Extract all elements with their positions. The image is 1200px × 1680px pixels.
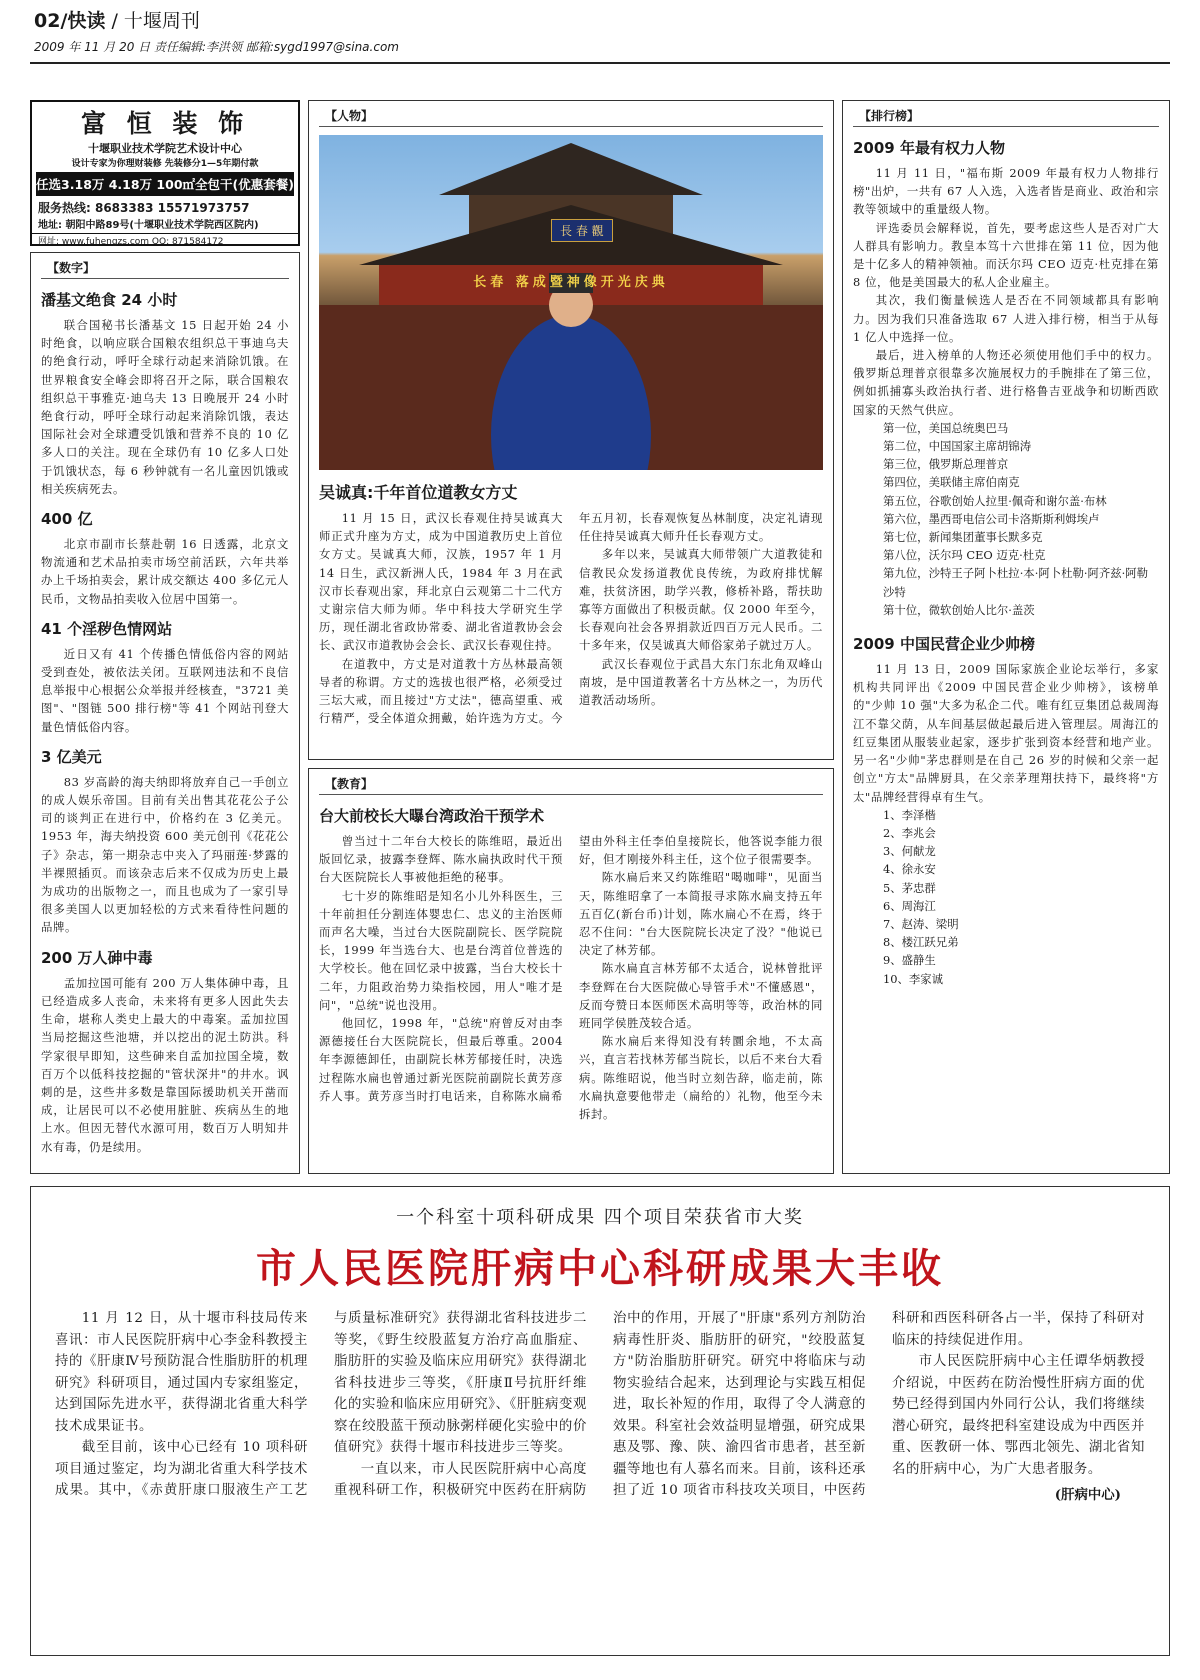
temple-banner: 长春 落成暨神像开光庆典 (473, 275, 669, 290)
education-title: 台大前校长大曝台湾政治干预学术 (319, 807, 545, 825)
list-item: 9、盛静生 (883, 953, 936, 968)
education-paragraph: 他回忆，1998 年，"总统"府曾反对由李源德接任台大医院院长，但最后尊重。2004 年李源德卸任，由副院长林芳郁接任时，决选过程陈水扁也曾通过新光医院前副院长黄芳彦乔人事。黄芳彦当时打电话来，自称陈水扁希望由外科主任李伯皇接院长，他答说李能力很好，但才刚接外科主任，这个位子很需要李。 (319, 834, 823, 1103)
people-paragraph: 武汉长春观位于武昌大东门东北角双峰山南坡，是中国道教著名十方丛林之一，为历代道教活动场所。 (579, 656, 823, 708)
ranking-b-paragraph: 11 月 13 日，2009 国际家族企业论坛举行，多家机构共同评出《2009 中国民营企业少帅榜》，该榜单的"少帅 10 强"大多为私企二代。唯有红豆集团总裁周海江不靠父荫，从车间基层做起最后进入管理层。周海江的红豆集团从服装业起家，逐步扩张到资本经营和地产业。另一名"少帅"茅忠群则是在自己 26 岁的时候和父亲一起创立"方太"品牌厨具，在父亲茅理翔扶持下，最终将"方太"品牌经营得卓有生气。 (853, 662, 1159, 804)
people-paragraph: 11 月 15 日，武汉长春观住持吴诚真大师正式升座为方丈，成为中国道教历史上首位女方丈。吴诚真大师，汉族，1957 年 1 月 14 日生，武汉新洲人氏，1984 年 3 月在武汉市长春观出家，拜北京白云观第二十二代方丈谢宗信大师为师。华中科技大学研究生学历，现任湖北省政协常委、湖北省道教协会会长、武汉市道教协会会长、武汉长春观住持。 (319, 511, 563, 653)
ad-web: 网址: www.fuhengzs.com QQ: 871584172 (32, 233, 298, 247)
list-item: 第八位，沃尔玛 CEO 迈克·杜克 (883, 548, 1046, 563)
page-folio: 02/快读 / 十堰周刊 (34, 10, 200, 32)
temple-photo-art (319, 135, 823, 470)
ranking-a-title: 2009 年最有权力人物 (853, 139, 1005, 157)
numbers-item-title: 3 亿美元 (41, 747, 102, 766)
ad-line1: 设计专家为你理财装修 先装修分1—5年期付款 (71, 159, 259, 169)
ad-fuheng[interactable] (30, 100, 300, 246)
page-number: 02/ (34, 10, 68, 32)
feature-signoff: (肝病中心) (1054, 1487, 1121, 1503)
education-body (319, 832, 823, 1123)
ranking-a-paragraph: 最后，进入榜单的人物还必须使用他们手中的权力。俄罗斯总理普京很靠多次施展权力的手腕排在了第三位，例如抓捕寡头政治执行者、进行格鲁吉亚战争和切断西欧国家的天然气供应。 (853, 348, 1159, 417)
ad-sub: 十堰职业技术学院艺术设计中心 (88, 142, 242, 155)
list-item: 第三位，俄罗斯总理普京 (883, 457, 1009, 472)
feature-paragraph: 一直以来，市人民医院肝病中心高度重视科研工作，积极研究中医药在肝病防治中的作用，开展了"肝康"系列方剂防治病毒性肝炎、脂肪肝的研究，"绞股蓝复方"防治脂肪肝研究。研究中将临床与动物实验结合起来，达到理论与实践互相促进，取长补短的作用，取得了令人满意的效果。科室社会效益明显增强，研究成果惠及鄂、豫、陕、渝四省市患者，甚至新疆等地也有人慕名而来。目前，该科还承担了近 10 项省市科技攻关项目，中医药科研和西医科研各占一半，保持了科研对临床的持续促进作用。 (334, 1311, 1145, 1498)
ranking-column (842, 100, 1170, 1174)
feature-paragraph: 11 月 12 日，从十堰市科技局传来喜讯：市人民医院肝病中心李金科教授主持的《肝康Ⅳ号预防混合性脂肪肝的机理研究》科研项目，通过国内专家组鉴定，达到国际先进水平，获得湖北省重大科学技术成果证书。 (55, 1311, 308, 1434)
numbers-item-title: 41 个淫秽色情网站 (41, 619, 173, 638)
ad-offer: 任选3.18万 4.18万 100㎡全包干(优惠套餐) (36, 172, 294, 196)
ad-address: 地址: 朝阳中路89号(十堰职业技术学院西区院内) (38, 220, 259, 231)
people-body (319, 509, 823, 727)
list-item: 2、李兆会 (883, 825, 936, 840)
list-item: 第一位，美国总统奥巴马 (883, 420, 1009, 435)
feature-kicker: 一个科室十项科研成果 四个项目荣获省市大奖 (396, 1207, 804, 1228)
list-item: 4、徐永安 (883, 862, 936, 877)
masthead-rule (30, 62, 1170, 64)
list-item: 1、李泽楷 (883, 807, 936, 822)
feature-headline: 市人民医院肝病中心科研成果大丰收 (256, 1245, 944, 1292)
numbers-item-body: 近日又有 41 个传播色情低俗内容的网站受到查处，被依法关闭。互联网违法和不良信息举报中心根据公众举报并经核查，"3721 美图"、"图链 500 排行榜"等 41 个网站刊登大量色情低俗内容。 (41, 646, 289, 734)
list-item: 8、楼江跃兄弟 (883, 935, 959, 950)
list-item: 3、何献龙 (883, 844, 936, 859)
ranking-b-title: 2009 中国民营企业少帅榜 (853, 635, 1035, 654)
numbers-item-body: 联合国秘书长潘基文 15 日起开始 24 小时绝食，以响应联合国粮农组织总干事迪乌夫的绝食行动，呼吁全球行动起来消除饥饿。在世界粮食安全峰会即将召开之际，联合国粮农组织总干事雅克·迪乌夫 13 日晚展开 24 小时绝食行动，呼吁全球行动起来消除饥饿，表达国际社会对全球遭受饥饿和营养不良的 10 亿多人口的关注。现在全球仍有 10 亿多人口处于饥饿状态，每 6 秒钟就有一名儿童因饥饿或相关疾病死去。 (41, 318, 289, 496)
feature-body (55, 1308, 1145, 1503)
ranking-tag: 【排行榜】 (853, 105, 1159, 127)
education-paragraph: 曾当过十二年台大校长的陈维昭，最近出版回忆录，披露李登辉、陈水扁执政时代干预台大医院院长人事被他拒绝的秘事。 (319, 834, 563, 885)
temple-plaque: 長 春 觀 (551, 219, 613, 242)
paper-name: 十堰周刊 (123, 10, 200, 32)
list-item: 第五位，谷歌创始人拉里·佩奇和谢尔盖·布林 (883, 493, 1107, 508)
dateline: 2009 年 11 月 20 日 责任编辑:李洪领 邮箱:sygd1997@sina.com (34, 40, 399, 54)
ranking-b-list (853, 806, 1159, 988)
numbers-item-title: 200 万人砷中毒 (41, 948, 153, 967)
list-item: 5、茅忠群 (883, 880, 936, 895)
education-paragraph: 陈水扁直言林芳郁不太适合，说林曾批评李登辉在台大医院做心导管手术"不懂感恩"，反而夸赞日本医师医术高明等等，政治林的同班同学侯胜茂较合适。 (579, 961, 823, 1031)
people-title: 吴诚真:千年首位道教女方丈 (319, 483, 518, 502)
list-item: 第十位，微软创始人比尔·盖茨 (883, 602, 1035, 617)
numbers-column (30, 252, 300, 1174)
photo-wu-chengzhen (319, 135, 823, 470)
list-item: 第六位，墨西哥电信公司卡洛斯斯利姆埃卢 (883, 511, 1100, 526)
numbers-item-body: 孟加拉国可能有 200 万人集体砷中毒，且已经造成多人丧命，未来将有更多人因此失去生命，堪称人类史上最大的中毒案。孟加拉国当局挖掘这些池塘，并以挖出的泥土防洪。科学家很早即知，这些砷来自孟加拉国全境，数百万个以低科技挖掘的"管状深井"的井水。讽刺的是，这些井多数是靠国际援助机关开凿而成，让居民可以不必使用脏脏、疾病丛生的地上水。但因无替代水源可用，数百万人明知井水有毒，仍是续用。 (41, 975, 289, 1154)
ranking-a-paragraph: 11 月 11 日，"福布斯 2009 年最有权力人物排行榜"出炉，一共有 67 人入选，入选者皆是商业、政治和宗教等领域中的重量级人物。 (853, 166, 1159, 217)
numbers-item-title: 潘基文绝食 24 小时 (41, 291, 178, 309)
ad-brand: 富 恒 装 饰 (80, 109, 250, 138)
list-item: 7、赵涛、梁明 (883, 916, 959, 931)
education-tag: 【教育】 (319, 773, 823, 795)
list-item: 第四位，美联储主席伯南克 (883, 475, 1020, 490)
ranking-a-paragraph: 其次，我们衡量候选人是否在不同领域都具有影响力。因为我们只准备选取 67 人进入排行榜，相当于从每 1 亿人中选择一位。 (853, 293, 1159, 344)
ranking-a-paragraph: 评选委员会解释说，首先，要考虑这些人是否对广大人群具有影响力。教皇本笃十六世排在第 11 位，因为他是十亿多人的精神领袖。而沃尔玛 CEO 迈克·杜克排在第 8 位，他是美国最大的私人企业雇主。 (853, 220, 1159, 290)
education-section (308, 768, 834, 1174)
education-paragraph: 七十岁的陈维昭是知名小儿外科医生，三十年前担任分割连体婴忠仁、忠义的主治医师而声名大噪，当过台大医院副院长、医学院院长，1999 年当选台大、也是台湾首位普选的大学校长。他在回忆录中披露，当台大校长十二年，力阻政治势力染指校园，用人"唯才是问"，"总统"说也没用。 (319, 888, 563, 1012)
list-item: 10、李家诚 (883, 971, 944, 986)
numbers-item-body: 北京市副市长蔡赴朝 16 日透露，北京文物流通和艺术品拍卖市场空前活跃，六年共举办上千场拍卖会，累计成交额达 400 多亿元人民币，文物品拍卖收入位居中国第一。 (41, 537, 289, 606)
section-name: 快读 (67, 10, 106, 32)
feature-section (30, 1186, 1170, 1656)
people-paragraph: 多年以来，吴诚真大师带领广大道教徒和信教民众发扬道教优良传统，为政府排忧解难，扶贫济困，助学兴教，修桥补路，帮扶助寡等方面做出了积极贡献。仅 2000 年至今，长春观向社会各界捐款近四百万元人民币。二十多年来，仅吴诚真大师俗家弟子就过万人。 (579, 547, 823, 653)
feature-paragraph: 市人民医院肝病中心主任谭华炳教授介绍说，中医药在防治慢性肝病方面的优势已经得到国内外同行公认，我们将继续潜心研究，最终把科室建设成为中西医并重、医教研一体、鄂西北领先、湖北省知名的肝病中心，为广大患者服务。 (892, 1354, 1145, 1477)
education-paragraph: 陈水扁后来得知没有转圜余地，不太高兴，直言若找林芳郁当院长，以后不来台大看病。陈维昭说，他当时立刻告辞，临走前，陈水扁执意要他带走（扁给的）礼物，他至今未拆封。 (579, 1034, 823, 1122)
numbers-item-body: 83 岁高龄的海夫纳即将放弃自己一手创立的成人娱乐帝国。目前有关出售其花花公子公司的谈判正在进行中，价格约在 3 亿美元。1953 年，海夫纳投资 600 美元创刊《花花公子》杂志，第一期杂志中夹入了玛丽莲·梦露的半裸照插页。而该杂志后来不仅成为历史上最为成功的出版物之一，而且也成为了一家引导很多美国人以更加轻松的方式来看待性问题的品牌。 (41, 774, 289, 935)
people-tag: 【人物】 (319, 105, 823, 127)
ad-hotline: 服务热线: 8683383 15571973757 (38, 201, 250, 215)
people-paragraph: 在道教中，方丈是对道教十方丛林最高领导者的称谓。方丈的选拔也很严格，必须受过三坛大戒，而且接过"方丈法"，德高望重、戒行精严，受全体道众拥戴，始许选为方丈。今年五月初，长春观恢复丛林制度，决定礼请现任住持吴诚真大师升任长春观方丈。 (319, 511, 823, 726)
numbers-tag: 【数字】 (41, 257, 289, 279)
education-paragraph: 陈水扁后来又约陈维昭"喝咖啡"，见面当天，陈维昭拿了一本简报寻求陈水扁支持五年五百亿(新台币)计划，陈水扁心不在焉，终于忍不住问："台大医院院长决定了没？"他说已决定了林芳郁。 (579, 870, 823, 958)
list-item: 6、周海江 (883, 898, 936, 913)
list-item: 第二位，中国国家主席胡锦涛 (883, 439, 1032, 454)
feature-paragraph: 截至目前，该中心已经有 10 项科研项目通过鉴定，均为湖北省重大科学技术成果。其中，《赤黄肝康口服液生产工艺与质量标准研究》获得湖北省科技进步二等奖，《野生绞股蓝复方治疗高血脂症、脂肪肝的实验及临床应用研究》获得湖北省科技进步三等奖，《肝康Ⅱ号抗肝纤维化的实验和临床应用研究》、《肝脏病变观察在绞股蓝干预动脉粥样硬化实验中的价值研究》获得十堰市科技进步三等奖。 (55, 1311, 587, 1498)
numbers-item-title: 400 亿 (41, 510, 93, 529)
list-item: 第九位，沙特王子阿卜杜拉·本·阿卜杜勒·阿齐兹·阿勒沙特 (883, 566, 1149, 599)
list-item: 第七位，新闻集团董事长默多克 (883, 530, 1043, 545)
ranking-a-list (853, 419, 1159, 619)
people-section (308, 100, 834, 760)
